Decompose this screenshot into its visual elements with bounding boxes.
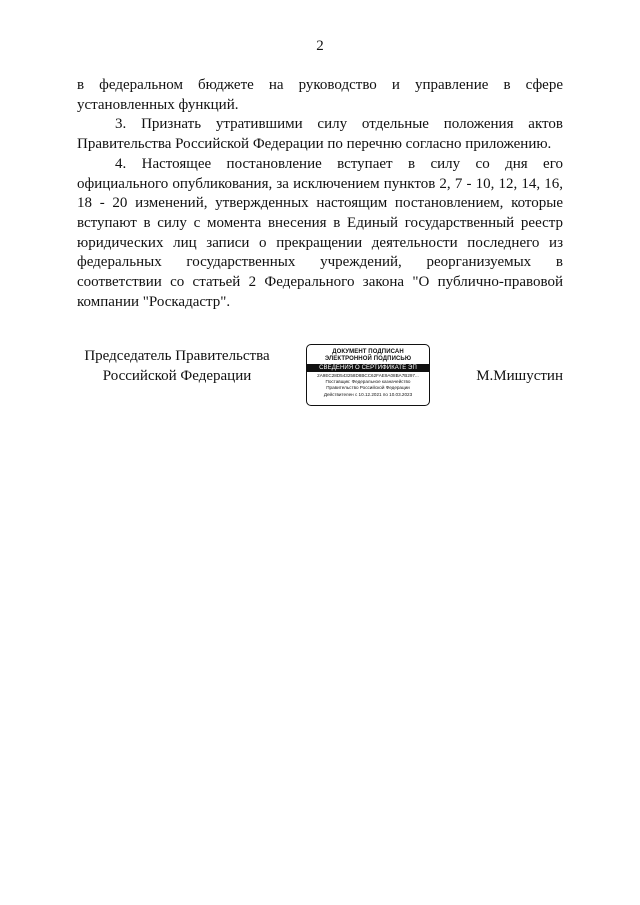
signer-position-line1: Председатель Правительства bbox=[84, 348, 270, 364]
signer-position-line2: Российской Федерации bbox=[102, 367, 252, 384]
stamp-title bbox=[307, 349, 429, 363]
stamp-certificate-band: СВЕДЕНИЯ О СЕРТИФИКАТЕ ЭП bbox=[307, 364, 429, 372]
paragraph-continuation bbox=[77, 76, 563, 115]
stamp-title-line1: ДОКУМЕНТ ПОДПИСАН bbox=[332, 349, 404, 355]
paragraph-item-4: 4. Настоящее постановление вступает в силу со дня его официального опубликования, за исключением пунктов 2, 7 - 10, 12, 14, 16, 18 - 20 изменений, утвержденных настоящим постановлением, которые вступают в силу с момента внесения в Единый государственный реестр юридических лиц записи о прекращении деятельности последнего из федеральных государственных учреждений, реорганизуемых в соответствии со статьей 2 Федерального закона "О публично-правовой компании "Роскадастр". bbox=[77, 155, 563, 310]
paragraph-item-3: 3. Признать утратившими силу отдельные положения актов Правительства Российской Федерации по перечню согласно приложению. bbox=[77, 116, 563, 153]
stamp-title-line2: ЭЛЕКТРОННОЙ ПОДПИСЬЮ bbox=[324, 356, 412, 362]
stamp-supplier-line2: Правительство Российской Федерации bbox=[326, 385, 410, 391]
paragraph-continuation-line1: в федеральном бюджете на руководство и управление в сфере bbox=[77, 77, 563, 93]
paragraph-continuation-line2: установленных функций. bbox=[77, 96, 239, 113]
signer-position bbox=[77, 347, 277, 386]
stamp-validity: Действителен с 10.12.2021 по 10.03.2023 bbox=[323, 391, 413, 397]
electronic-signature-stamp bbox=[306, 344, 430, 406]
page-number: 2 bbox=[316, 38, 324, 54]
signer-name: М.Мишустин bbox=[476, 368, 563, 384]
stamp-certificate-number: 2A9EC28D543258D8BCC62FAE9A08BA7B297... bbox=[317, 373, 419, 378]
document-body bbox=[77, 76, 563, 312]
stamp-supplier-line1: Поставщик: Федеральное казначейство bbox=[325, 379, 411, 385]
